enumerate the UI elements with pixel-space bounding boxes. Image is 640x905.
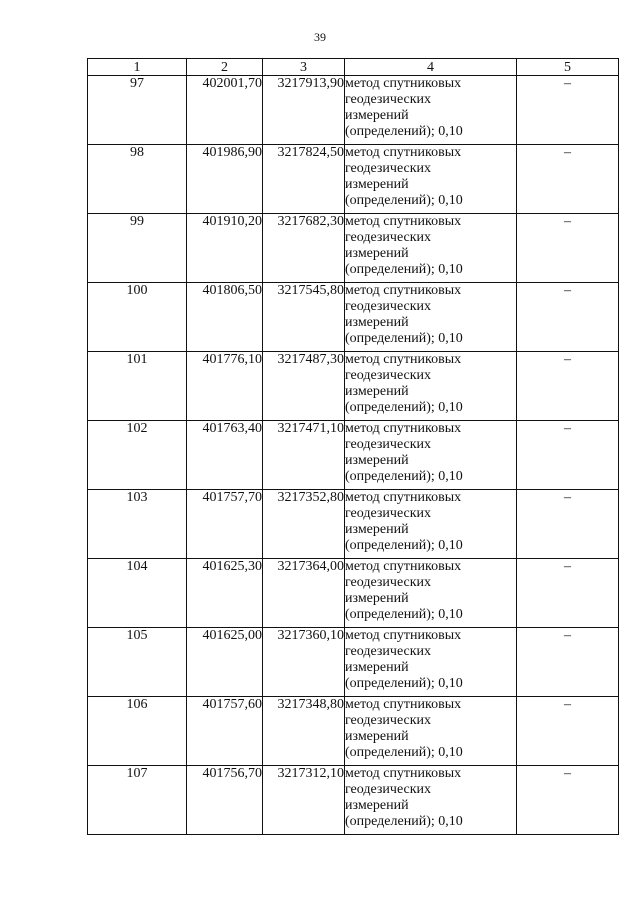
y-coordinate-cell: 3217545,80	[263, 283, 345, 352]
method-text-line: измерений	[345, 315, 409, 330]
point-number-cell: 103	[88, 490, 187, 559]
method-text-line: (определений); 0,10	[345, 400, 463, 415]
method-cell	[345, 76, 517, 145]
method-cell	[345, 145, 517, 214]
x-coordinate-cell: 401910,20	[187, 214, 263, 283]
note-cell: –	[517, 145, 619, 214]
point-number-cell: 104	[88, 559, 187, 628]
page-number: 39	[314, 30, 326, 44]
point-number-cell: 101	[88, 352, 187, 421]
method-text-line: (определений); 0,10	[345, 814, 463, 829]
point-number-cell: 97	[88, 76, 187, 145]
point-number-cell: 105	[88, 628, 187, 697]
table-header-row	[88, 59, 619, 76]
method-text-line: (определений); 0,10	[345, 469, 463, 484]
x-coordinate-cell: 401757,70	[187, 490, 263, 559]
method-cell	[345, 766, 517, 835]
method-text-line: геодезических	[345, 644, 432, 659]
point-number-cell: 102	[88, 421, 187, 490]
point-number-cell: 99	[88, 214, 187, 283]
method-text-line: метод спутниковых	[345, 628, 462, 643]
method-cell	[345, 421, 517, 490]
x-coordinate-cell: 401986,90	[187, 145, 263, 214]
y-coordinate-cell: 3217487,30	[263, 352, 345, 421]
y-coordinate-cell: 3217682,30	[263, 214, 345, 283]
table-row	[88, 214, 619, 283]
method-text-line: геодезических	[345, 92, 432, 107]
table-row	[88, 766, 619, 835]
method-text-line: метод спутниковых	[345, 214, 462, 229]
method-text-line: метод спутниковых	[345, 766, 462, 781]
table-row	[88, 145, 619, 214]
column-header: 4	[345, 59, 517, 76]
note-cell: –	[517, 559, 619, 628]
method-cell	[345, 628, 517, 697]
method-text-line: (определений); 0,10	[345, 331, 463, 346]
x-coordinate-cell: 401625,00	[187, 628, 263, 697]
method-text-line: метод спутниковых	[345, 697, 462, 712]
y-coordinate-cell: 3217312,10	[263, 766, 345, 835]
method-text-line: метод спутниковых	[345, 352, 462, 367]
table-row	[88, 697, 619, 766]
table-row	[88, 283, 619, 352]
y-coordinate-cell: 3217471,10	[263, 421, 345, 490]
y-coordinate-cell: 3217913,90	[263, 76, 345, 145]
table-row	[88, 490, 619, 559]
method-text-line: измерений	[345, 798, 409, 813]
table-row	[88, 76, 619, 145]
method-text-line: (определений); 0,10	[345, 124, 463, 139]
note-cell: –	[517, 421, 619, 490]
method-text-line: геодезических	[345, 506, 432, 521]
point-number-cell: 98	[88, 145, 187, 214]
x-coordinate-cell: 401806,50	[187, 283, 263, 352]
method-text-line: метод спутниковых	[345, 283, 462, 298]
table-row	[88, 559, 619, 628]
method-text-line: геодезических	[345, 782, 432, 797]
method-text-line: измерений	[345, 246, 409, 261]
method-text-line: измерений	[345, 591, 409, 606]
x-coordinate-cell: 401776,10	[187, 352, 263, 421]
y-coordinate-cell: 3217360,10	[263, 628, 345, 697]
method-text-line: (определений); 0,10	[345, 745, 463, 760]
point-number-cell: 107	[88, 766, 187, 835]
point-number-cell: 106	[88, 697, 187, 766]
method-text-line: измерений	[345, 177, 409, 192]
method-text-line: геодезических	[345, 299, 432, 314]
method-text-line: (определений); 0,10	[345, 193, 463, 208]
method-text-line: метод спутниковых	[345, 76, 462, 91]
method-text-line: измерений	[345, 108, 409, 123]
coordinates-table	[87, 58, 619, 835]
column-header: 3	[263, 59, 345, 76]
method-cell	[345, 697, 517, 766]
note-cell: –	[517, 352, 619, 421]
note-cell: –	[517, 283, 619, 352]
method-text-line: измерений	[345, 522, 409, 537]
table-row	[88, 421, 619, 490]
table-body	[88, 76, 619, 835]
table-row	[88, 352, 619, 421]
note-cell: –	[517, 697, 619, 766]
method-text-line: геодезических	[345, 161, 432, 176]
column-header: 1	[88, 59, 187, 76]
note-cell: –	[517, 214, 619, 283]
column-header: 5	[517, 59, 619, 76]
note-cell: –	[517, 490, 619, 559]
method-text-line: геодезических	[345, 230, 432, 245]
method-cell	[345, 559, 517, 628]
method-text-line: метод спутниковых	[345, 559, 462, 574]
method-cell	[345, 214, 517, 283]
x-coordinate-cell: 401757,60	[187, 697, 263, 766]
method-text-line: измерений	[345, 660, 409, 675]
x-coordinate-cell: 401756,70	[187, 766, 263, 835]
method-text-line: метод спутниковых	[345, 490, 462, 505]
method-cell	[345, 352, 517, 421]
method-text-line: геодезических	[345, 368, 432, 383]
note-cell: –	[517, 76, 619, 145]
method-text-line: геодезических	[345, 713, 432, 728]
column-header: 2	[187, 59, 263, 76]
method-text-line: (определений); 0,10	[345, 676, 463, 691]
method-text-line: геодезических	[345, 575, 432, 590]
x-coordinate-cell: 401763,40	[187, 421, 263, 490]
method-text-line: (определений); 0,10	[345, 538, 463, 553]
method-text-line: измерений	[345, 453, 409, 468]
table-row	[88, 628, 619, 697]
point-number-cell: 100	[88, 283, 187, 352]
note-cell: –	[517, 628, 619, 697]
y-coordinate-cell: 3217348,80	[263, 697, 345, 766]
y-coordinate-cell: 3217364,00	[263, 559, 345, 628]
method-text-line: метод спутниковых	[345, 421, 462, 436]
method-text-line: измерений	[345, 384, 409, 399]
method-cell	[345, 283, 517, 352]
method-cell	[345, 490, 517, 559]
method-text-line: геодезических	[345, 437, 432, 452]
note-cell: –	[517, 766, 619, 835]
method-text-line: (определений); 0,10	[345, 607, 463, 622]
y-coordinate-cell: 3217352,80	[263, 490, 345, 559]
x-coordinate-cell: 401625,30	[187, 559, 263, 628]
method-text-line: метод спутниковых	[345, 145, 462, 160]
method-text-line: (определений); 0,10	[345, 262, 463, 277]
x-coordinate-cell: 402001,70	[187, 76, 263, 145]
method-text-line: измерений	[345, 729, 409, 744]
y-coordinate-cell: 3217824,50	[263, 145, 345, 214]
